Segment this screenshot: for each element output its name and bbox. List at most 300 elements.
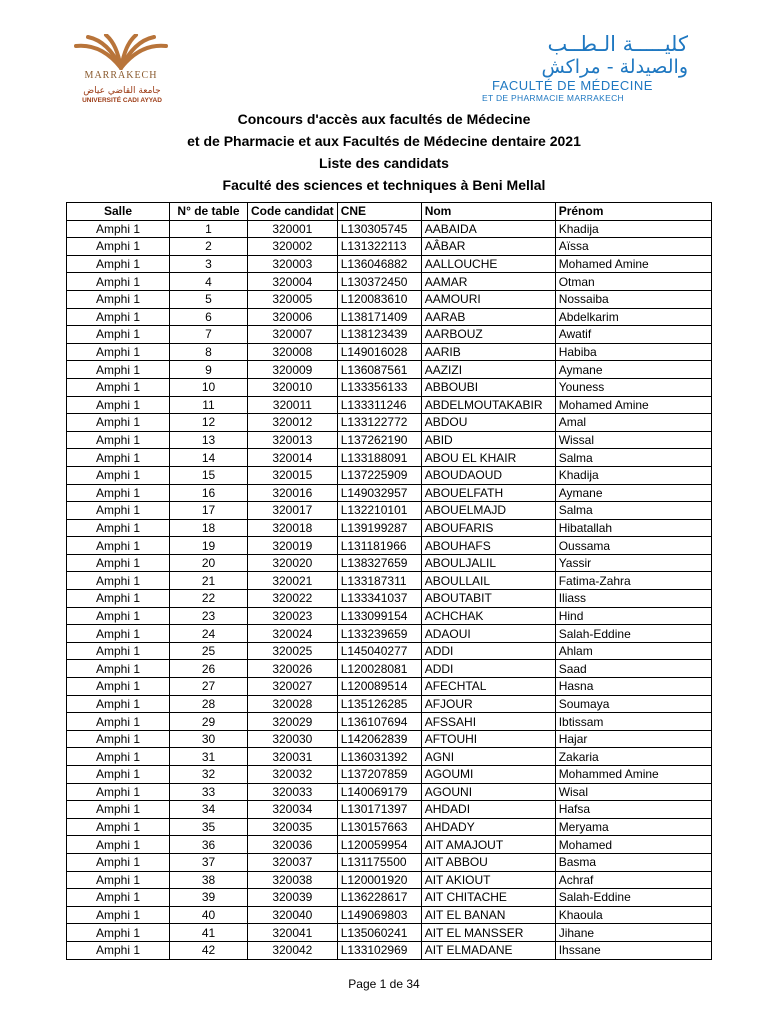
table-row <box>67 853 712 871</box>
cell-code: 320016 <box>248 484 338 502</box>
cell-table-number: 23 <box>170 607 248 625</box>
cell-table-number: 7 <box>170 326 248 344</box>
cell-prenom: Ibtissam <box>555 713 711 731</box>
cell-table-number: 21 <box>170 572 248 590</box>
cell-salle: Amphi 1 <box>67 572 170 590</box>
cell-prenom: Hasna <box>555 678 711 696</box>
cell-cne: L133311246 <box>337 396 421 414</box>
cell-nom: AIT ABBOU <box>421 853 555 871</box>
cell-cne: L138327659 <box>337 554 421 572</box>
cell-nom: AHDADY <box>421 818 555 836</box>
cell-prenom: Salma <box>555 449 711 467</box>
cell-prenom: Abdelkarim <box>555 308 711 326</box>
table-row <box>67 660 712 678</box>
cell-cne: L145040277 <box>337 642 421 660</box>
cell-prenom: Wisal <box>555 783 711 801</box>
cell-cne: L120083610 <box>337 290 421 308</box>
cell-salle: Amphi 1 <box>67 519 170 537</box>
cell-code: 320042 <box>248 941 338 959</box>
table-row <box>67 308 712 326</box>
title-line-3: Liste des candidats <box>319 155 449 171</box>
cell-prenom: Awatif <box>555 326 711 344</box>
cell-cne: L130372450 <box>337 273 421 291</box>
cell-salle: Amphi 1 <box>67 625 170 643</box>
cell-salle: Amphi 1 <box>67 924 170 942</box>
cell-code: 320011 <box>248 396 338 414</box>
cell-code: 320027 <box>248 678 338 696</box>
table-row <box>67 924 712 942</box>
table-row <box>67 871 712 889</box>
cell-cne: L130305745 <box>337 220 421 238</box>
table-row <box>67 801 712 819</box>
cell-prenom: Achraf <box>555 871 711 889</box>
cell-code: 320003 <box>248 255 338 273</box>
cell-cne: L138171409 <box>337 308 421 326</box>
cell-prenom: Basma <box>555 853 711 871</box>
cell-salle: Amphi 1 <box>67 537 170 555</box>
cell-cne: L140069179 <box>337 783 421 801</box>
cell-cne: L120028081 <box>337 660 421 678</box>
cell-nom: AIT AKIOUT <box>421 871 555 889</box>
cell-salle: Amphi 1 <box>67 554 170 572</box>
table-row <box>67 625 712 643</box>
cell-prenom: Oussama <box>555 537 711 555</box>
cell-nom: ADAOUI <box>421 625 555 643</box>
cell-table-number: 26 <box>170 660 248 678</box>
table-row <box>67 889 712 907</box>
cell-prenom: Aymane <box>555 361 711 379</box>
cell-table-number: 34 <box>170 801 248 819</box>
cell-cne: L136031392 <box>337 748 421 766</box>
cell-table-number: 4 <box>170 273 248 291</box>
cell-code: 320035 <box>248 818 338 836</box>
title-line-4: Faculté des sciences et techniques à Beni Mellal <box>222 177 546 193</box>
cell-prenom: Nossaiba <box>555 290 711 308</box>
cell-salle: Amphi 1 <box>67 678 170 696</box>
cell-code: 320004 <box>248 273 338 291</box>
cell-salle: Amphi 1 <box>67 642 170 660</box>
cell-prenom: Mohamed Amine <box>555 396 711 414</box>
cell-salle: Amphi 1 <box>67 748 170 766</box>
cell-nom: ABBOUBI <box>421 378 555 396</box>
palm-emblem-icon <box>70 34 172 70</box>
cell-nom: ABOUHAFS <box>421 537 555 555</box>
cell-prenom: Aïssa <box>555 238 711 256</box>
cell-code: 320030 <box>248 730 338 748</box>
cell-prenom: Meryama <box>555 818 711 836</box>
table-row <box>67 713 712 731</box>
cell-nom: AIT EL MANSSER <box>421 924 555 942</box>
cell-salle: Amphi 1 <box>67 238 170 256</box>
cell-code: 320018 <box>248 519 338 537</box>
cell-prenom: Mohammed Amine <box>555 766 711 784</box>
cell-table-number: 13 <box>170 431 248 449</box>
cell-table-number: 22 <box>170 590 248 608</box>
table-row <box>67 378 712 396</box>
cell-salle: Amphi 1 <box>67 906 170 924</box>
table-row <box>67 484 712 502</box>
cell-nom: AAZIZI <box>421 361 555 379</box>
cell-nom: AIT EL BANAN <box>421 906 555 924</box>
cell-code: 320023 <box>248 607 338 625</box>
cell-salle: Amphi 1 <box>67 660 170 678</box>
cell-nom: AGOUMI <box>421 766 555 784</box>
cell-nom: AARBOUZ <box>421 326 555 344</box>
cell-cne: L149069803 <box>337 906 421 924</box>
cell-cne: L135126285 <box>337 695 421 713</box>
cell-nom: ABOUDAOUD <box>421 466 555 484</box>
cell-cne: L138123439 <box>337 326 421 344</box>
cell-table-number: 15 <box>170 466 248 484</box>
cell-table-number: 24 <box>170 625 248 643</box>
cell-cne: L133122772 <box>337 414 421 432</box>
page-number: Page 1 de 34 <box>348 977 420 991</box>
logo-arabic-name: جامعة القاضي عياض <box>83 86 161 96</box>
cell-prenom: Wissal <box>555 431 711 449</box>
column-header-cne: CNE <box>337 203 421 221</box>
column-header-nom: Nom <box>421 203 555 221</box>
cell-cne: L130157663 <box>337 818 421 836</box>
table-row <box>67 730 712 748</box>
cell-salle: Amphi 1 <box>67 783 170 801</box>
cell-cne: L135060241 <box>337 924 421 942</box>
table-row <box>67 590 712 608</box>
cell-code: 320032 <box>248 766 338 784</box>
cell-cne: L133187311 <box>337 572 421 590</box>
cell-table-number: 5 <box>170 290 248 308</box>
cell-table-number: 35 <box>170 818 248 836</box>
cell-prenom: Khadija <box>555 466 711 484</box>
cell-prenom: Hajar <box>555 730 711 748</box>
cell-cne: L131181966 <box>337 537 421 555</box>
cell-prenom: Salma <box>555 502 711 520</box>
cell-code: 320008 <box>248 343 338 361</box>
cell-code: 320022 <box>248 590 338 608</box>
cell-salle: Amphi 1 <box>67 871 170 889</box>
cell-prenom: Aymane <box>555 484 711 502</box>
table-row <box>67 238 712 256</box>
cell-table-number: 33 <box>170 783 248 801</box>
cell-table-number: 3 <box>170 255 248 273</box>
cell-code: 320033 <box>248 783 338 801</box>
table-row <box>67 361 712 379</box>
cell-code: 320013 <box>248 431 338 449</box>
cell-code: 320017 <box>248 502 338 520</box>
table-row <box>67 537 712 555</box>
cell-table-number: 19 <box>170 537 248 555</box>
cell-nom: ABOUTABIT <box>421 590 555 608</box>
cell-code: 320031 <box>248 748 338 766</box>
cell-nom: AARAB <box>421 308 555 326</box>
candidates-table <box>66 202 712 960</box>
cell-code: 320009 <box>248 361 338 379</box>
cell-code: 320021 <box>248 572 338 590</box>
cell-salle: Amphi 1 <box>67 853 170 871</box>
cell-nom: AFTOUHI <box>421 730 555 748</box>
cell-cne: L120089514 <box>337 678 421 696</box>
cell-table-number: 1 <box>170 220 248 238</box>
table-row <box>67 607 712 625</box>
cell-nom: ABOUFARIS <box>421 519 555 537</box>
faculty-arabic-line1: كليـــــة الـطــب <box>547 32 688 56</box>
cell-prenom: Mohamed Amine <box>555 255 711 273</box>
cell-table-number: 32 <box>170 766 248 784</box>
cell-cne: L136087561 <box>337 361 421 379</box>
cell-cne: L136046882 <box>337 255 421 273</box>
cell-table-number: 39 <box>170 889 248 907</box>
table-row <box>67 695 712 713</box>
cell-prenom: Khadija <box>555 220 711 238</box>
cell-cne: L149016028 <box>337 343 421 361</box>
cell-table-number: 25 <box>170 642 248 660</box>
cell-nom: ABDELMOUTAKABIR <box>421 396 555 414</box>
cell-salle: Amphi 1 <box>67 889 170 907</box>
table-row <box>67 396 712 414</box>
cell-salle: Amphi 1 <box>67 766 170 784</box>
cell-salle: Amphi 1 <box>67 308 170 326</box>
table-row <box>67 255 712 273</box>
cell-nom: AARIB <box>421 343 555 361</box>
cell-salle: Amphi 1 <box>67 414 170 432</box>
cell-table-number: 20 <box>170 554 248 572</box>
cell-code: 320001 <box>248 220 338 238</box>
cell-code: 320005 <box>248 290 338 308</box>
cell-nom: ABOUELMAJD <box>421 502 555 520</box>
cell-nom: ABOULJALIL <box>421 554 555 572</box>
cell-prenom: Youness <box>555 378 711 396</box>
cell-salle: Amphi 1 <box>67 449 170 467</box>
cell-salle: Amphi 1 <box>67 502 170 520</box>
cell-prenom: Zakaria <box>555 748 711 766</box>
cell-salle: Amphi 1 <box>67 361 170 379</box>
cell-salle: Amphi 1 <box>67 713 170 731</box>
cell-nom: ABOU EL KHAIR <box>421 449 555 467</box>
cell-code: 320014 <box>248 449 338 467</box>
cell-prenom: Soumaya <box>555 695 711 713</box>
cell-prenom: Iliass <box>555 590 711 608</box>
cell-salle: Amphi 1 <box>67 396 170 414</box>
cell-code: 320015 <box>248 466 338 484</box>
cell-cne: L139199287 <box>337 519 421 537</box>
cell-code: 320019 <box>248 537 338 555</box>
cell-code: 320028 <box>248 695 338 713</box>
cell-prenom: Salah-Eddine <box>555 889 711 907</box>
cell-prenom: Amal <box>555 414 711 432</box>
table-row <box>67 766 712 784</box>
cell-salle: Amphi 1 <box>67 378 170 396</box>
table-body <box>67 220 712 959</box>
cell-table-number: 41 <box>170 924 248 942</box>
cell-table-number: 27 <box>170 678 248 696</box>
table-row <box>67 783 712 801</box>
table-row <box>67 642 712 660</box>
cell-prenom: Ahlam <box>555 642 711 660</box>
cell-nom: AIT ELMADANE <box>421 941 555 959</box>
cell-table-number: 42 <box>170 941 248 959</box>
faculty-arabic-line2: والصيدلة - مراكش <box>541 56 688 78</box>
cell-salle: Amphi 1 <box>67 484 170 502</box>
cell-table-number: 30 <box>170 730 248 748</box>
cell-salle: Amphi 1 <box>67 326 170 344</box>
cell-cne: L133102969 <box>337 941 421 959</box>
cell-salle: Amphi 1 <box>67 290 170 308</box>
cell-salle: Amphi 1 <box>67 431 170 449</box>
cell-code: 320039 <box>248 889 338 907</box>
cell-nom: AAMAR <box>421 273 555 291</box>
cell-code: 320040 <box>248 906 338 924</box>
cell-cne: L136228617 <box>337 889 421 907</box>
table-row <box>67 290 712 308</box>
cell-cne: L137225909 <box>337 466 421 484</box>
cell-nom: ABOUELFATH <box>421 484 555 502</box>
cell-code: 320002 <box>248 238 338 256</box>
cell-cne: L133239659 <box>337 625 421 643</box>
cell-nom: ACHCHAK <box>421 607 555 625</box>
cell-prenom: Ihssane <box>555 941 711 959</box>
table-row <box>67 572 712 590</box>
cell-prenom: Otman <box>555 273 711 291</box>
cell-prenom: Khaoula <box>555 906 711 924</box>
cell-prenom: Salah-Eddine <box>555 625 711 643</box>
cell-table-number: 11 <box>170 396 248 414</box>
cell-cne: L132210101 <box>337 502 421 520</box>
cell-code: 320007 <box>248 326 338 344</box>
cell-salle: Amphi 1 <box>67 343 170 361</box>
cell-table-number: 14 <box>170 449 248 467</box>
cell-nom: AAMOURI <box>421 290 555 308</box>
cell-table-number: 8 <box>170 343 248 361</box>
cell-code: 320006 <box>248 308 338 326</box>
cell-nom: AFSSAHI <box>421 713 555 731</box>
cell-code: 320034 <box>248 801 338 819</box>
cell-prenom: Hibatallah <box>555 519 711 537</box>
cell-table-number: 38 <box>170 871 248 889</box>
cell-cne: L133099154 <box>337 607 421 625</box>
cell-salle: Amphi 1 <box>67 801 170 819</box>
cell-table-number: 16 <box>170 484 248 502</box>
table-row <box>67 220 712 238</box>
cell-cne: L149032957 <box>337 484 421 502</box>
table-row <box>67 449 712 467</box>
table-row <box>67 818 712 836</box>
cell-nom: AABAIDA <box>421 220 555 238</box>
table-row <box>67 748 712 766</box>
cell-prenom: Fatima-Zahra <box>555 572 711 590</box>
table-row <box>67 414 712 432</box>
cell-code: 320041 <box>248 924 338 942</box>
cell-nom: ABDOU <box>421 414 555 432</box>
cell-cne: L120059954 <box>337 836 421 854</box>
cell-table-number: 6 <box>170 308 248 326</box>
table-row <box>67 836 712 854</box>
cell-table-number: 18 <box>170 519 248 537</box>
cell-prenom: Mohamed <box>555 836 711 854</box>
cell-cne: L136107694 <box>337 713 421 731</box>
column-header-table-number: N° de table <box>170 203 248 221</box>
cell-nom: AFJOUR <box>421 695 555 713</box>
cell-salle: Amphi 1 <box>67 941 170 959</box>
cell-cne: L133188091 <box>337 449 421 467</box>
table-row <box>67 466 712 484</box>
logo-university-name: UNIVERSITÉ CADI AYYAD <box>82 97 162 104</box>
cell-nom: AFECHTAL <box>421 678 555 696</box>
cell-code: 320020 <box>248 554 338 572</box>
cell-salle: Amphi 1 <box>67 695 170 713</box>
university-logo <box>62 34 180 106</box>
cell-cne: L133356133 <box>337 378 421 396</box>
table-row <box>67 906 712 924</box>
cell-cne: L120001920 <box>337 871 421 889</box>
cell-code: 320024 <box>248 625 338 643</box>
cell-prenom: Jihane <box>555 924 711 942</box>
cell-nom: AIT AMAJOUT <box>421 836 555 854</box>
cell-nom: AHDADI <box>421 801 555 819</box>
column-header-prenom: Prénom <box>555 203 711 221</box>
cell-prenom: Yassir <box>555 554 711 572</box>
document-titles <box>0 108 768 196</box>
cell-prenom: Saad <box>555 660 711 678</box>
table-row <box>67 343 712 361</box>
cell-prenom: Hafsa <box>555 801 711 819</box>
cell-table-number: 31 <box>170 748 248 766</box>
title-line-2: et de Pharmacie et aux Facultés de Médecine dentaire 2021 <box>187 133 581 149</box>
cell-table-number: 2 <box>170 238 248 256</box>
cell-salle: Amphi 1 <box>67 220 170 238</box>
cell-table-number: 28 <box>170 695 248 713</box>
cell-cne: L131322113 <box>337 238 421 256</box>
cell-code: 320029 <box>248 713 338 731</box>
table-row <box>67 554 712 572</box>
cell-nom: AGNI <box>421 748 555 766</box>
cell-salle: Amphi 1 <box>67 607 170 625</box>
cell-table-number: 17 <box>170 502 248 520</box>
cell-code: 320036 <box>248 836 338 854</box>
table-row <box>67 273 712 291</box>
title-line-1: Concours d'accès aux facultés de Médecine <box>237 111 531 127</box>
cell-cne: L137262190 <box>337 431 421 449</box>
cell-salle: Amphi 1 <box>67 818 170 836</box>
cell-code: 320038 <box>248 871 338 889</box>
cell-nom: AALLOUCHE <box>421 255 555 273</box>
cell-prenom: Hind <box>555 607 711 625</box>
logo-city: MARRAKECH <box>84 70 158 81</box>
cell-code: 320037 <box>248 853 338 871</box>
cell-code: 320026 <box>248 660 338 678</box>
cell-cne: L133341037 <box>337 590 421 608</box>
cell-nom: AGOUNI <box>421 783 555 801</box>
cell-cne: L142062839 <box>337 730 421 748</box>
column-header-salle: Salle <box>67 203 170 221</box>
cell-table-number: 9 <box>170 361 248 379</box>
cell-code: 320012 <box>248 414 338 432</box>
cell-nom: ABID <box>421 431 555 449</box>
table-row <box>67 431 712 449</box>
cell-cne: L131175500 <box>337 853 421 871</box>
faculty-french-line2: ET DE PHARMACIE MARRAKECH <box>482 93 624 103</box>
cell-salle: Amphi 1 <box>67 836 170 854</box>
cell-table-number: 10 <box>170 378 248 396</box>
cell-table-number: 29 <box>170 713 248 731</box>
faculty-french-line1: FACULTÉ DE MÉDECINE <box>492 78 653 93</box>
cell-prenom: Habiba <box>555 343 711 361</box>
cell-table-number: 36 <box>170 836 248 854</box>
cell-salle: Amphi 1 <box>67 273 170 291</box>
column-header-code: Code candidat <box>248 203 338 221</box>
cell-code: 320025 <box>248 642 338 660</box>
table-row <box>67 326 712 344</box>
cell-table-number: 37 <box>170 853 248 871</box>
cell-salle: Amphi 1 <box>67 255 170 273</box>
